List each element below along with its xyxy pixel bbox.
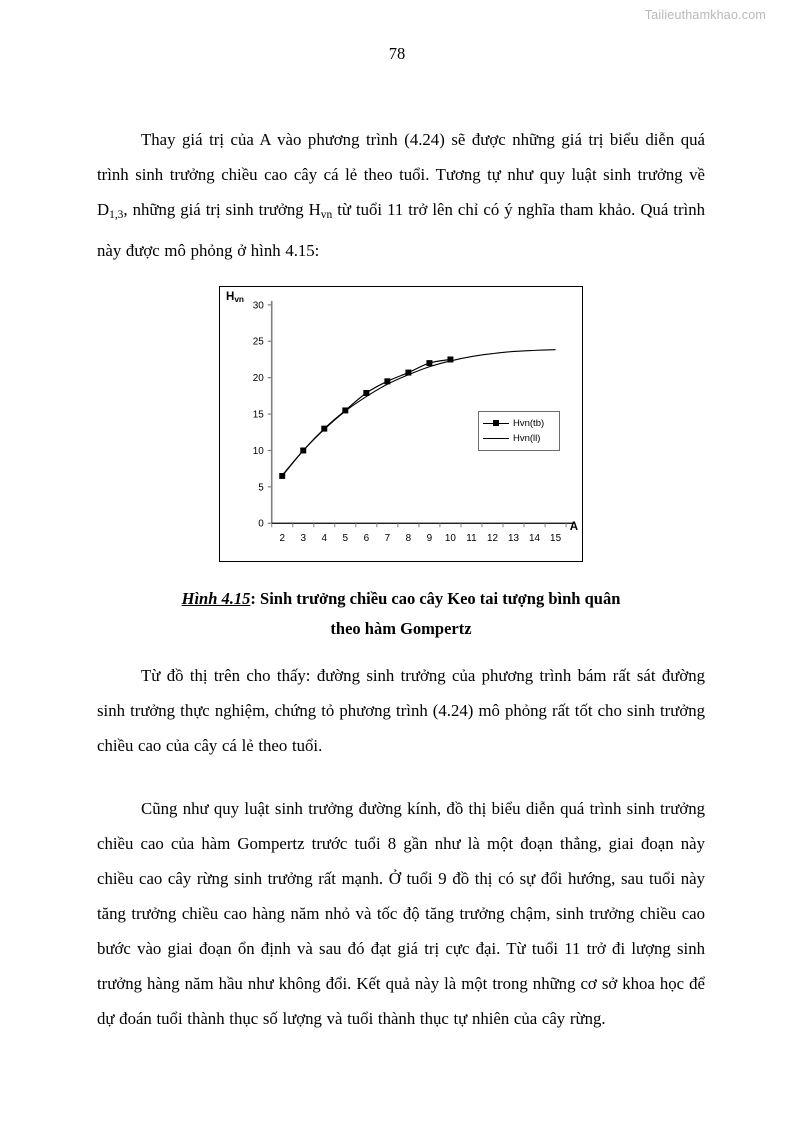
svg-text:2: 2 [279,532,285,544]
paragraph-3: Cũng như quy luật sinh trưởng đường kính, đồ thị biểu diễn quá trình sinh trưởng chiều cao của hàm Gompertz trước tuổi 8 gần như là một đoạn thẳng, giai đoạn này chiều cao cây rừng sinh trưởng rất mạnh. Ở tuổi 9 đồ thị có sự đổi hướng, sau tuổi này tăng trưởng chiều cao hàng năm nhỏ và tốc độ tăng trưởng chậm, sinh trưởng chiều cao bước vào giai đoạn ổn định và sau đó đạt giá trị cực đại. Từ tuổi 11 trở đi lượng sinh trưởng hàng năm hầu như không đổi. Kết quả này là một trong những cơ sở khoa học để dự đoán tuổi thành thục số lượng và tuổi thành thục tự nhiên của cây rừng. [97,798,705,1028]
legend-entry-hvn-ll [483,431,554,446]
site-watermark: Tailieuthamkhao.com [644,8,766,22]
figure-4-15 [97,286,705,562]
svg-text:15: 15 [550,532,562,544]
paragraph-1-part3: từ tuổi 11 trở lên chỉ có ý nghĩa tham khảo. Quá trình này được mô phỏng ở hình 4.15: [97,200,705,260]
d13-subscript: 1,3 [109,208,124,221]
paragraph-1 [97,122,705,268]
paragraph-2: Từ đồ thị trên cho thấy: đường sinh trưởng của phương trình bám rất sát đường sinh trưởng thực nghiệm, chứng tỏ phương trình (4.24) mô phỏng rất tốt cho sinh trưởng chiều cao của cây cá lẻ theo tuổi. [97,665,705,755]
svg-text:15: 15 [252,409,264,421]
svg-text:3: 3 [300,532,307,544]
svg-text:0: 0 [258,518,264,530]
legend-entry-hvn-tb [483,416,554,431]
svg-text:13: 13 [507,532,520,544]
svg-text:10: 10 [252,445,264,457]
svg-text:9: 9 [426,532,433,544]
caption-line-2: theo hàm Gompertz [330,618,472,638]
caption-line-1-text: : Sinh trưởng chiều cao cây Keo tai tượng bình quân [250,588,621,608]
y-axis-label-base: H [226,290,235,303]
hvn-subscript: vn [320,208,333,221]
svg-text:30: 30 [252,300,264,312]
chart-legend [478,411,560,451]
svg-text:5: 5 [342,532,349,544]
page-number: 78 [388,44,406,63]
svg-text:8: 8 [405,532,412,544]
caption-line-1 [97,584,705,614]
x-axis-label: A [569,520,578,533]
legend-label-hvn-tb: Hvn(tb) [513,417,545,429]
legend-marker-square-icon [483,418,509,428]
legend-line-icon [483,433,509,443]
svg-text:14: 14 [529,532,541,544]
figure-caption [97,584,705,644]
paragraph-2-block [97,658,705,763]
svg-text:6: 6 [363,532,370,544]
legend-label-hvn-ll: Hvn(ll) [513,432,541,444]
svg-text:20: 20 [252,372,264,384]
y-axis-label-sub: vn [234,294,244,304]
svg-text:12: 12 [486,532,499,544]
paragraph-1-part2: , những giá trị sinh trưởng H [123,200,321,219]
chart-frame [219,286,583,562]
svg-text:4: 4 [321,532,328,544]
caption-figure-number: Hình 4.15 [181,588,251,608]
svg-text:11: 11 [466,532,477,544]
svg-text:7: 7 [384,532,391,544]
paragraph-1-part1: Thay giá trị của A vào phương trình (4.24) sẽ được những giá trị biểu diễn quá trình sinh trưởng chiều cao cây cá lẻ theo tuổi. Tương tự như quy luật sinh trưởng về D [97,130,705,219]
svg-text:5: 5 [258,482,264,494]
page-content [97,122,705,1036]
svg-text:10: 10 [444,532,456,544]
paragraph-3-block [97,791,705,1036]
svg-text:25: 25 [252,336,264,348]
